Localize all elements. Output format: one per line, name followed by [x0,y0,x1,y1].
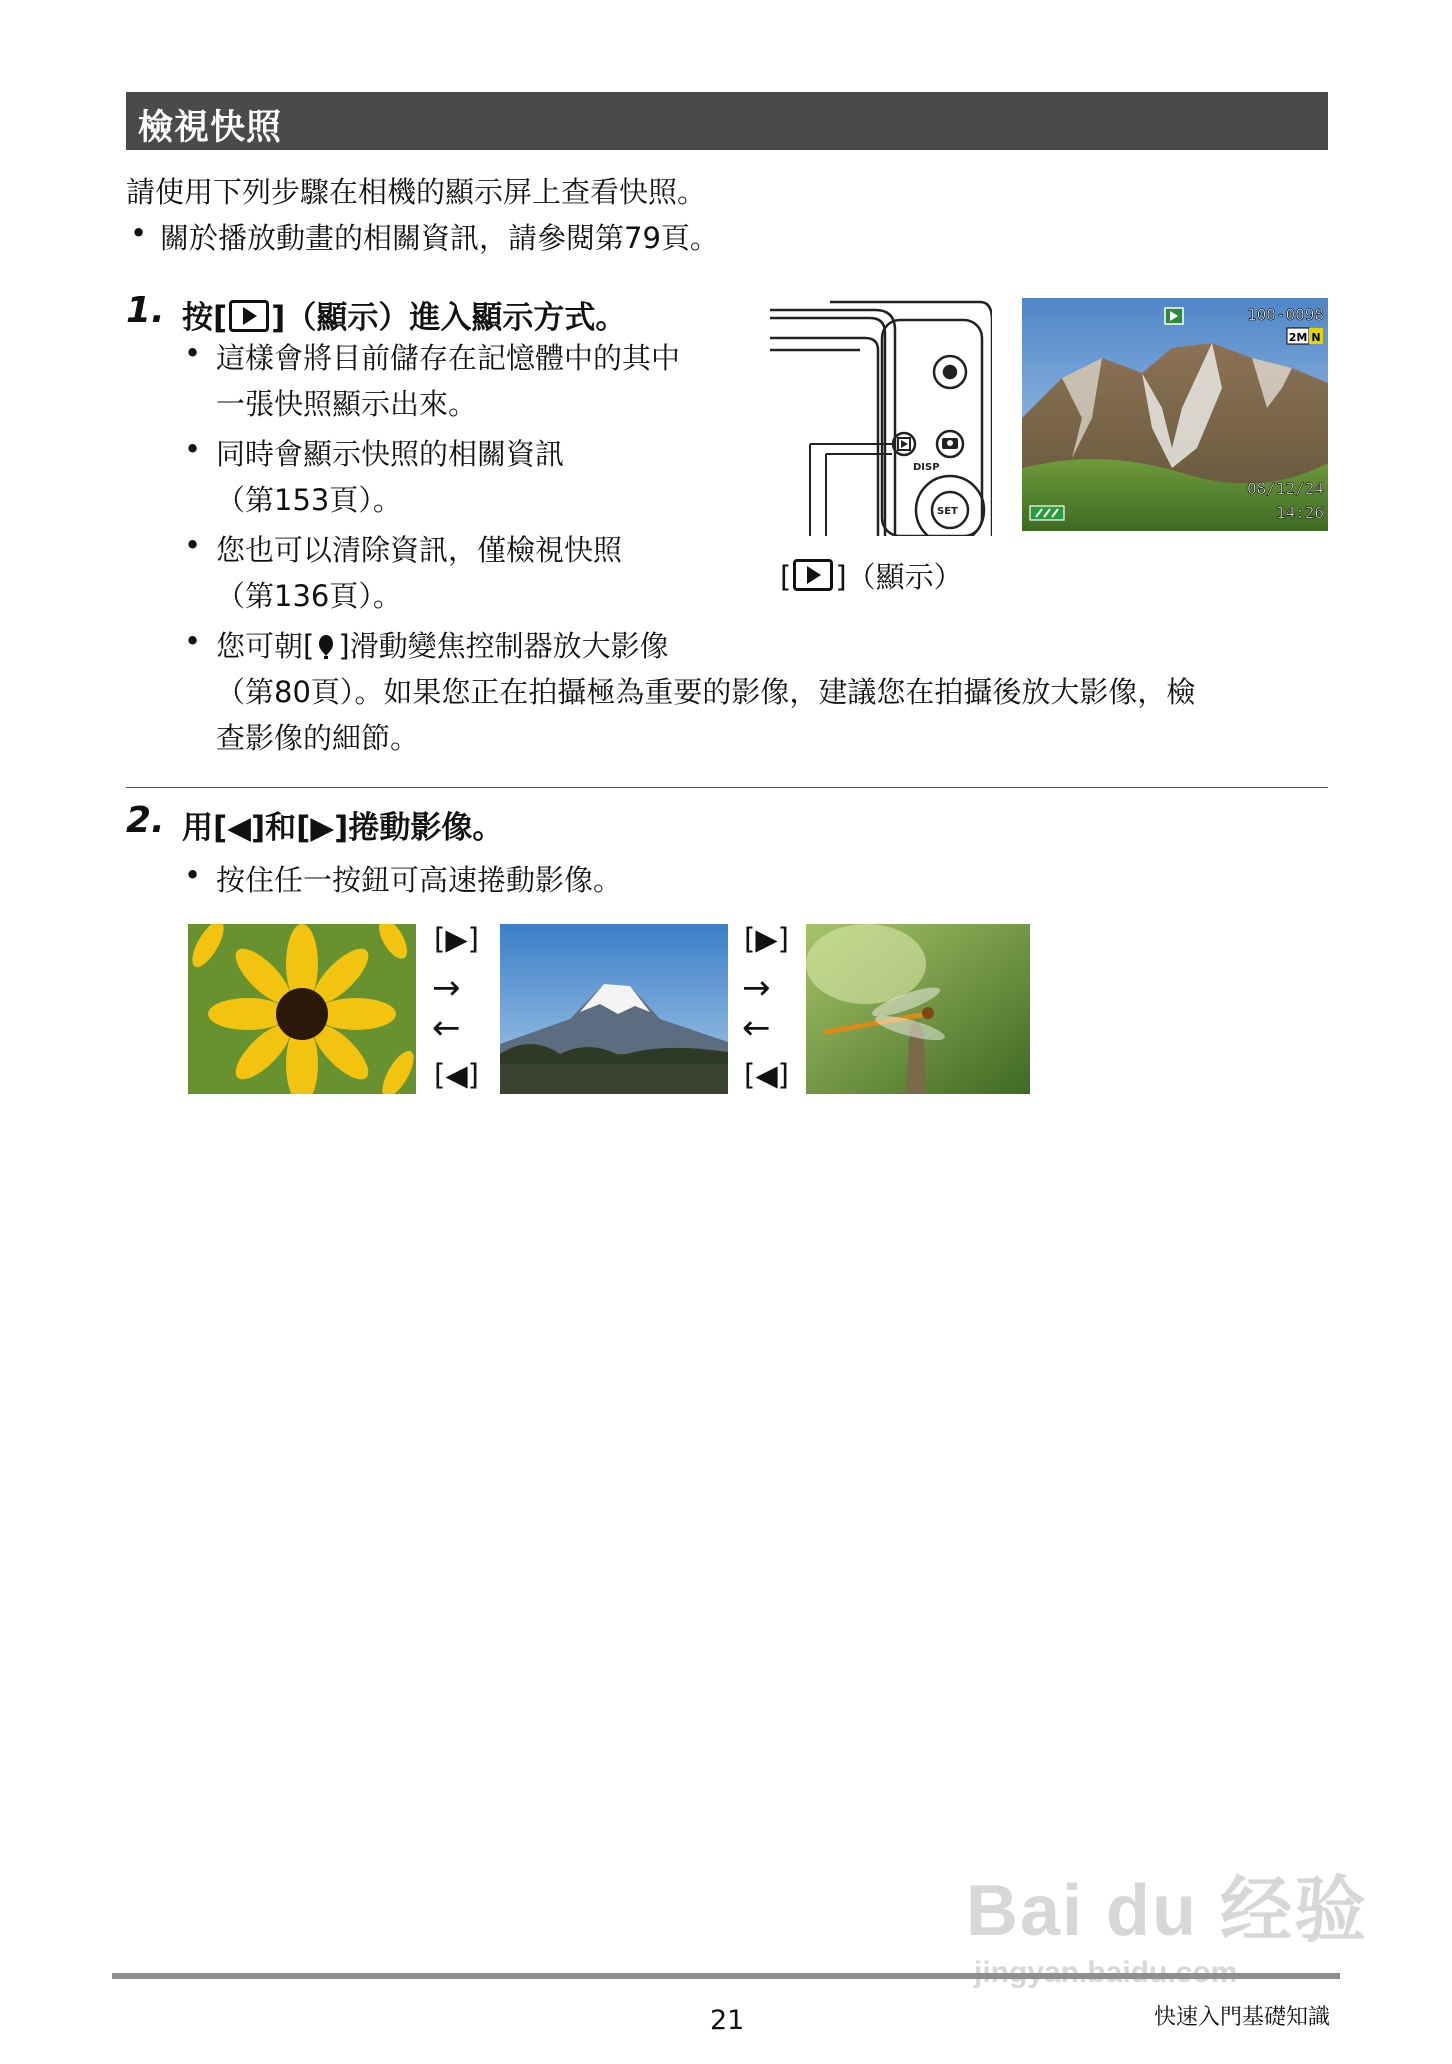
playback-screen-photo [1022,298,1328,531]
intro-text: 請使用下列步驟在相機的顯示屏上查看快照。 [126,175,707,209]
bullet-dot: • [130,216,148,250]
footer-section-name: 快速入門基礎知識 [1153,2005,1330,2030]
footer-rule [112,1973,1340,1979]
section-divider [126,787,1328,788]
watermark-brand: Bai du 经验 [965,1871,1368,1951]
section-title: 檢視快照 [138,108,283,148]
next-button-label: [▶] [744,922,789,956]
bullet-dot: • [184,528,202,562]
step-1-bullet-1-line-2: 一張快照顯示出來。 [216,387,478,421]
intro-bullet: 關於播放動畫的相關資訊，請參閱第79頁。 [160,221,719,255]
prev-button-label: [◀] [434,1058,479,1092]
prev-button-label: [◀] [744,1058,789,1092]
step-1-bullet-4-line-3: 查影像的細節。 [216,721,420,755]
photo-date: 08/12/24 [1246,479,1324,498]
next-button-label: [▶] [434,922,479,956]
mountain-photo [1022,298,1328,531]
disp-label: DISP [913,462,940,473]
step-1-number: 1. [126,290,165,331]
zoom-magnify-icon [314,632,338,660]
step-1-bullet-4-line-2: （第80頁）。如果您正在拍攝極為重要的影像，建議您在拍攝後放大影像，檢 [216,675,1196,709]
play-callout [780,555,963,596]
play-callout-post: ]（顯示） [835,560,963,594]
dragonfly-photo [806,924,1030,1094]
bullet-dot: • [184,336,202,370]
step-1-bullet-4-post: ]滑動變焦控制器放大影像 [338,629,669,663]
play-callout-pre: [ [780,560,792,594]
folder-file-number: 100-0098 [1246,305,1324,324]
arrow-right-icon: → [742,968,771,1008]
play-box-icon [229,300,269,332]
step-1-bullet-4-line-1 [216,624,669,665]
bullet-dot: • [184,432,202,466]
photo-time: 14:26 [1275,503,1324,522]
step-2-heading: 用[◀]和[▶]捲動影像。 [182,810,504,846]
mount-fuji-photo [500,924,728,1094]
step-1-bullet-2-line-1: 同時會顯示快照的相關資訊 [216,437,565,471]
quality-badge: N [1311,331,1321,344]
step-1-heading-post: ]（顯示）進入顯示方式。 [271,300,627,336]
image-size-badge: 2M [1288,331,1308,344]
flower-photo [188,924,416,1094]
play-box-icon [793,559,833,591]
step-2-bullet: 按住任一按鈕可高速捲動影像。 [216,863,623,897]
arrow-left-icon: ← [742,1008,771,1048]
bullet-dot: • [184,624,202,658]
section-header [126,92,1328,150]
arrow-left-icon: ← [432,1008,461,1048]
step-1-bullet-3-line-2: （第136頁）。 [216,579,402,613]
step-1-heading-pre: 按[ [182,300,228,336]
step-1-bullet-4-pre: 您可朝[ [216,629,315,663]
step-1-bullet-1-line-1: 這樣會將目前儲存在記憶體中的其中 [216,341,681,375]
camera-back-illustration [770,300,992,536]
step-1-bullet-3-line-1: 您也可以清除資訊，僅檢視快照 [216,533,623,567]
set-label: SET [937,506,958,517]
arrow-right-icon: → [432,968,461,1008]
page-number: 21 [710,2005,745,2036]
step-2-number: 2. [126,800,165,841]
step-1-bullet-2-line-2: （第153頁）。 [216,483,402,517]
baidu-watermark [966,1852,1368,1990]
step-1-heading [182,292,626,337]
bullet-dot: • [184,858,202,892]
